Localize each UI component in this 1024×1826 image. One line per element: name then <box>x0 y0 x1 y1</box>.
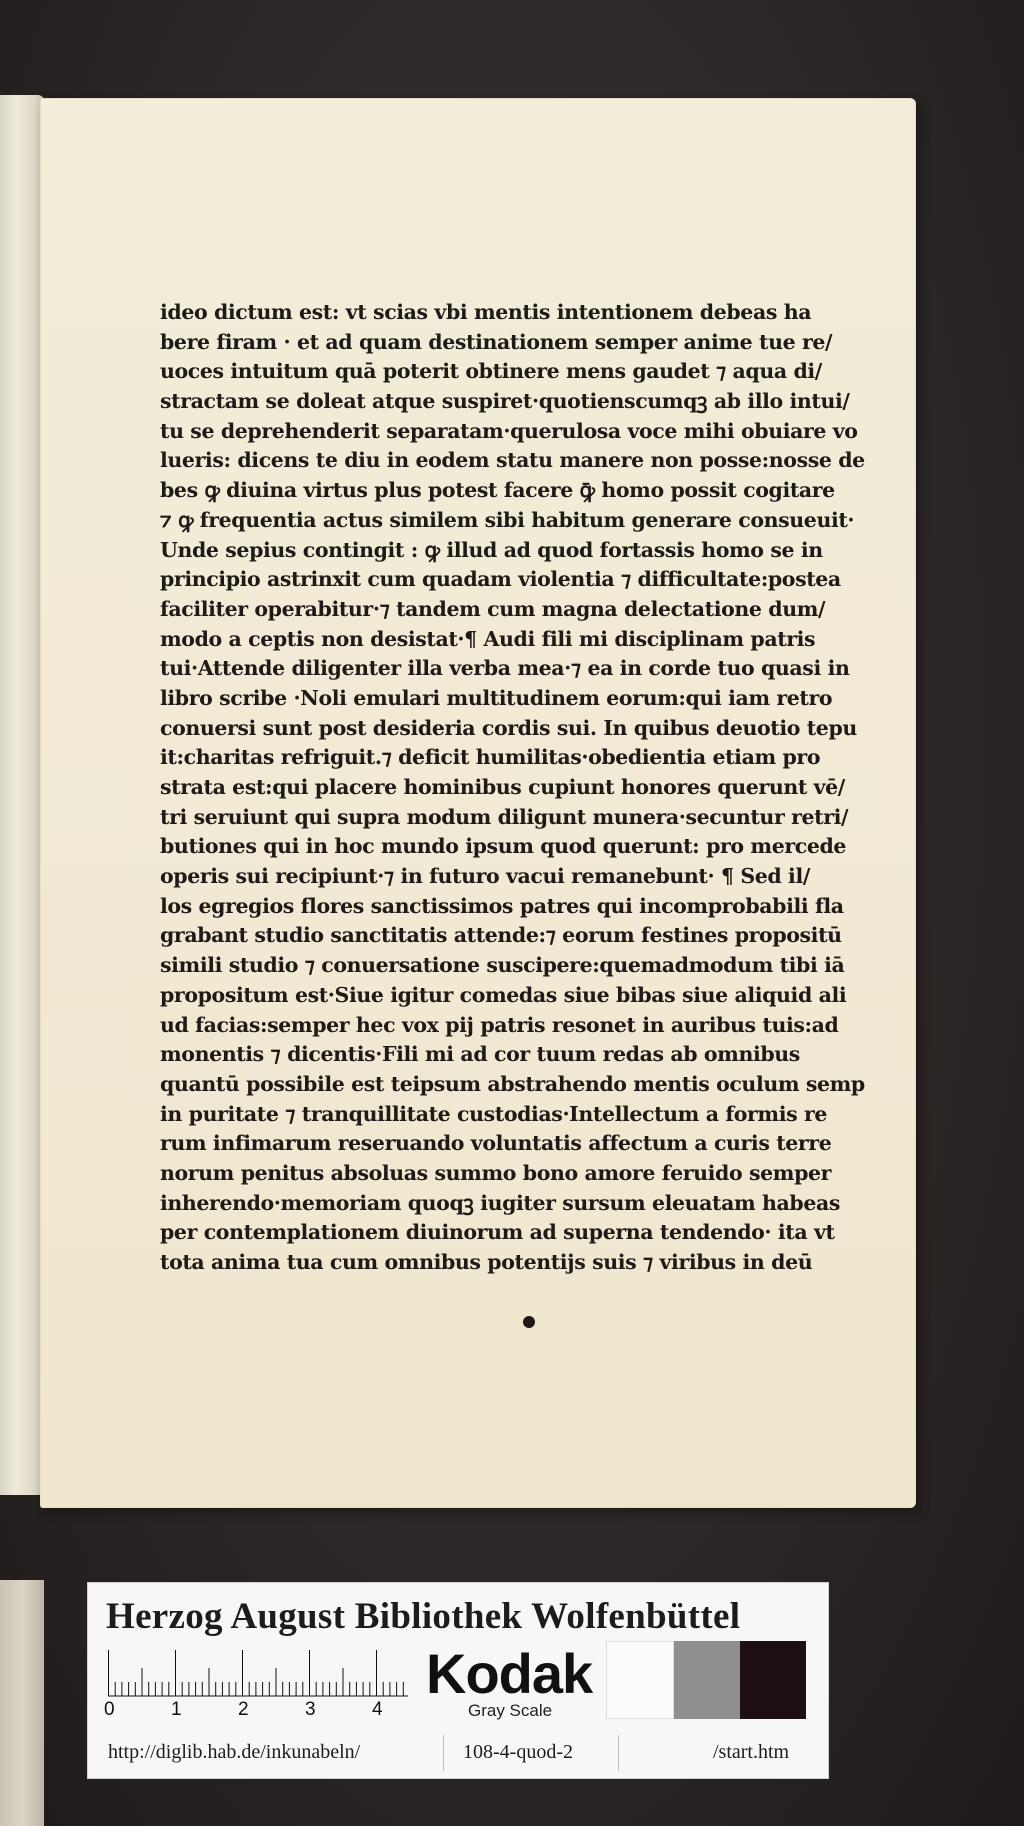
text-line: simili studio ⁊ conuersatione suscipere:quemadmodum tibi iā <box>160 953 845 978</box>
library-name: Herzog August Bibliothek Wolfenbüttel <box>106 1596 741 1637</box>
text-line: bere firam · et ad quam destinationem semper anime tue re/ <box>160 329 833 354</box>
text-line: lueris: dicens te diu in eodem statu manere non posse:nosse de <box>160 448 865 473</box>
text-line: rum infimarum reseruando voluntatis affectum a curis terre <box>160 1131 832 1156</box>
text-line: butiones qui in hoc mundo ipsum quod querunt: pro mercede <box>160 834 847 859</box>
black-patch <box>740 1641 806 1719</box>
text-line: propositum est·Siue igitur comedas siue bibas siue aliquid ali <box>160 982 847 1007</box>
text-line: strata est:qui placere hominibus cupiunt honores querunt vē/ <box>160 775 845 799</box>
text-line: monentis ⁊ dicentis·Fili mi ad cor tuum redas ab omnibus <box>160 1042 800 1067</box>
text-line: ⁊ ꝙ frequentia actus similem sibi habitum generare consueuit· <box>160 507 855 532</box>
text-line: uoces intuitum quā poterit obtinere mens gaudet ⁊ aqua di/ <box>160 359 822 384</box>
text-line: per contemplationem diuinorum ad superna tendendo· ita vt <box>160 1220 835 1245</box>
book-edge-lower <box>0 1580 44 1826</box>
white-patch <box>606 1641 674 1719</box>
gray-scale-caption: Gray Scale <box>468 1701 553 1720</box>
text-line: operis sui recipiunt·⁊ in futuro vacui remanebunt· ¶ Sed il/ <box>160 864 810 889</box>
url-bar <box>88 1731 828 1771</box>
text-line: libro scribe ·Noli emulari multitudinem eorum:qui iam retro <box>160 685 833 710</box>
text-line: in puritate ⁊ tranquillitate custodias·Intellectum a formis re <box>160 1101 828 1126</box>
text-line: tu se deprehenderit separatam·querulosa voce mihi obuiare vo <box>160 418 858 443</box>
url-divider <box>618 1735 619 1771</box>
previous-page-edge <box>0 95 44 1495</box>
text-line: Unde sepius contingit : ꝙ illud ad quod fortassis homo se in <box>160 537 823 562</box>
page-text-block <box>160 298 865 1278</box>
book-page <box>40 98 916 1508</box>
ruler-label: 0 <box>104 1699 115 1720</box>
text-line: faciliter operabitur·⁊ tandem cum magna delectatione dum/ <box>160 596 826 621</box>
text-line: los egregios flores sanctissimos patres qui incomprobabili fla <box>160 893 844 918</box>
ruler-label: 1 <box>171 1699 182 1720</box>
color-target-card <box>88 1583 828 1778</box>
gray-patch <box>674 1641 740 1719</box>
text-line: quantū possibile est teipsum abstrahendo mentis oculum semp <box>160 1071 865 1096</box>
text-line: norum penitus absoluas summo bono amore feruido semper <box>160 1160 832 1185</box>
url-suffix: /start.htm <box>713 1741 790 1763</box>
ruler-label: 2 <box>238 1699 249 1720</box>
text-line: tri seruiunt qui supra modum diligunt munera·secuntur retri/ <box>160 804 849 829</box>
text-line: modo a ceptis non desistat·¶ Audi fili mi disciplinam patris <box>160 626 816 651</box>
kodak-logo: Kodak <box>426 1642 593 1705</box>
url-divider <box>443 1735 444 1771</box>
centimeter-ruler <box>108 1649 408 1697</box>
text-line: tota anima tua cum omnibus potentijs suis ⁊ viribus in deū <box>160 1250 813 1274</box>
text-line: principio astrinxit cum quadam violentia ⁊ difficultate:postea <box>160 567 841 592</box>
text-line: grabant studio sanctitatis attende:⁊ eorum festines propositū <box>160 923 842 948</box>
text-line: conuersi sunt post desideria cordis sui. In quibus deuotio tepu <box>160 715 857 740</box>
ruler-label: 3 <box>305 1699 316 1720</box>
ruler-labels <box>104 1699 408 1723</box>
shelfmark: 108-4-quod-2 <box>463 1741 573 1763</box>
text-line: ideo dictum est: vt scias vbi mentis intentionem debeas ha <box>160 300 812 324</box>
text-line: inherendo·memoriam quoqꝫ iugiter sursum eleuatam habeas <box>160 1190 841 1215</box>
page-mark-dot <box>523 1316 535 1328</box>
text-line: bes ꝙ diuina virtus plus potest facere ꝙ̄ homo possit cogitare <box>160 478 835 503</box>
text-line: it:charitas refriguit.⁊ deficit humilitas·obedientia etiam pro <box>160 745 821 770</box>
text-line: ud facias:semper hec vox pij patris resonet in auribus tuis:ad <box>160 1012 839 1037</box>
text-line: stractam se doleat atque suspiret·quotienscumqꝫ ab illo intui/ <box>160 389 850 414</box>
url-prefix: http://diglib.hab.de/inkunabeln/ <box>108 1741 361 1763</box>
text-line: tui·Attende diligenter illa verba mea·⁊ ea in corde tuo quasi in <box>160 656 850 681</box>
ruler-label: 4 <box>372 1699 383 1720</box>
